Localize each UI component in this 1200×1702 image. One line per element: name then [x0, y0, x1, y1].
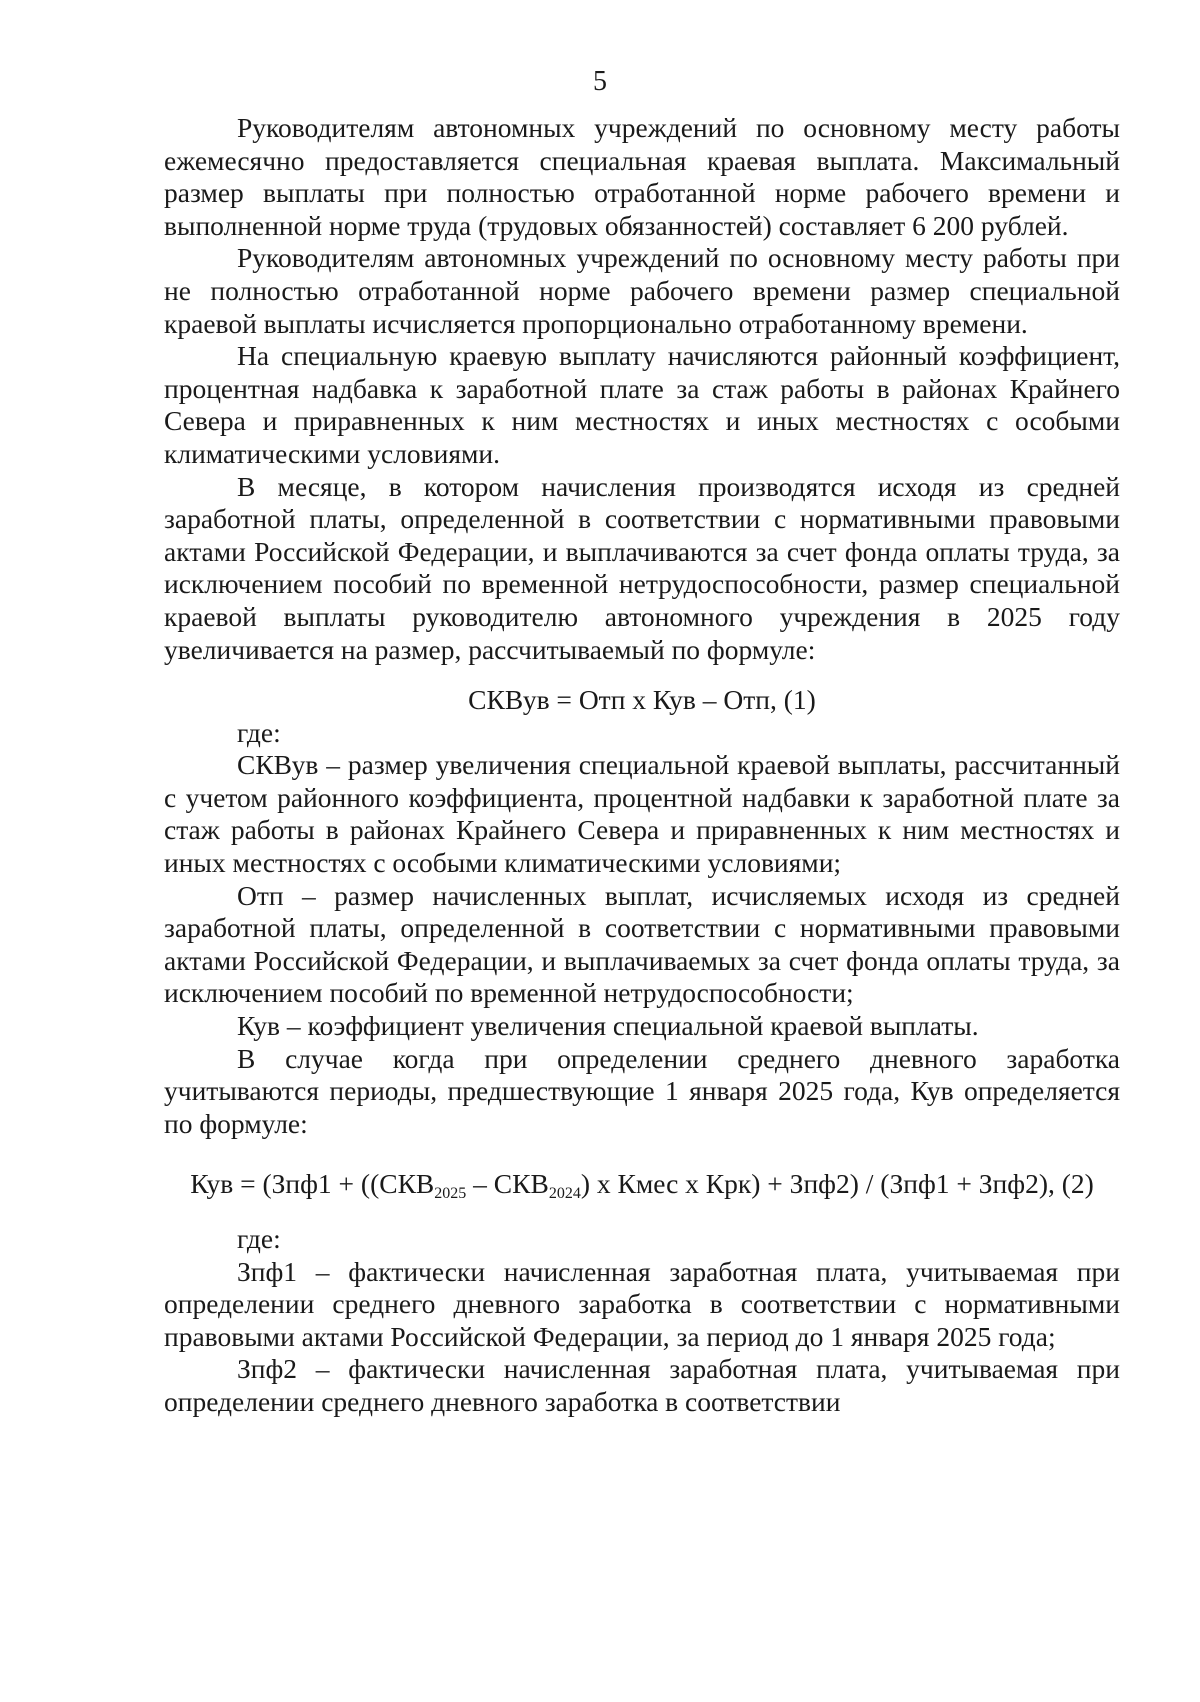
- document-body: [164, 112, 1120, 1419]
- definition-zpf2: Зпф2 – фактически начисленная заработная плата, учитываемая при определении среднего дневного заработка в соответствии: [164, 1353, 1120, 1417]
- formula-1: СКВув = Отп х Кув – Отп, (1): [468, 684, 816, 716]
- definition-kuv: Кув – коэффициент увеличения специальной краевой выплаты.: [237, 1010, 979, 1042]
- formula-2-subscript-2024: 2024: [548, 1185, 581, 1203]
- where-label-1: где:: [237, 716, 281, 748]
- formula-2: [164, 1168, 1120, 1201]
- paragraph-proportional-payment: Руководителям автономных учреждений по основному месту работы при не полностью отработанной норме рабочего времени размер специальной краевой выплаты исчисляется пропорционально отработанному времени.: [164, 242, 1120, 339]
- formula-2-subscript-2025: 2025: [434, 1185, 467, 1203]
- formula-2-part1: Кув = (Зпф1 + ((СКВ: [190, 1168, 435, 1200]
- formula-2-part2: – СКВ: [466, 1168, 549, 1200]
- definition-skvuv: СКВув – размер увеличения специальной краевой выплаты, рассчитанный с учетом районного коэффициента, процентной надбавки к заработной плате за стаж работы в районах Крайнего Севера и приравненных к ним местностях и иных местностях с особыми климатическими условиями;: [164, 749, 1120, 879]
- paragraph-regional-coefficient: На специальную краевую выплату начисляются районный коэффициент, процентная надбавка к заработной плате за стаж работы в районах Крайнего Севера и приравненных к ним местностях и иных местностях с особыми климатическими условиями.: [164, 340, 1120, 469]
- paragraph-kuv-case: В случае когда при определении среднего дневного заработка учитываются периоды, предшествующие 1 января 2025 года, Кув определяется по формуле:: [164, 1042, 1120, 1139]
- formula-2-part3: ) х Кмес х Крк) + Зпф2) / (Зпф1 + Зпф2), (2): [580, 1168, 1094, 1200]
- paragraph-max-payment: Руководителям автономных учреждений по основному месту работы ежемесячно предоставляется специальная краевая выплата. Максимальный размер выплаты при полностью отработанной норме рабочего времени и выполненной норме труда (трудовых обязанностей) составляет 6 200 рублей.: [164, 112, 1120, 241]
- definition-zpf1: Зпф1 – фактически начисленная заработная плата, учитываемая при определении среднего дневного заработка в соответствии с нормативными правовыми актами Российской Федерации, за период до 1 января 2025 года;: [164, 1255, 1120, 1352]
- definition-otp: Отп – размер начисленных выплат, исчисляемых исходя из средней заработной платы, определенной в соответствии с нормативными правовыми актами Российской Федерации, и выплачиваемых за счет фонда оплаты труда, за исключением пособий по временной нетрудоспособности;: [164, 879, 1120, 1009]
- paragraph-average-earnings-month: В месяце, в котором начисления производятся исходя из средней заработной платы, определенной в соответствии с нормативными правовыми актами Российской Федерации, и выплачиваются за счет фонда оплаты труда, за исключением пособий по временной нетрудоспособности, размер специальной краевой выплаты руководителю автономного учреждения в 2025 году увеличивается на размер, рассчитываемый по формуле:: [164, 470, 1120, 665]
- page-number: 5: [593, 66, 607, 97]
- where-label-2: где:: [237, 1223, 281, 1254]
